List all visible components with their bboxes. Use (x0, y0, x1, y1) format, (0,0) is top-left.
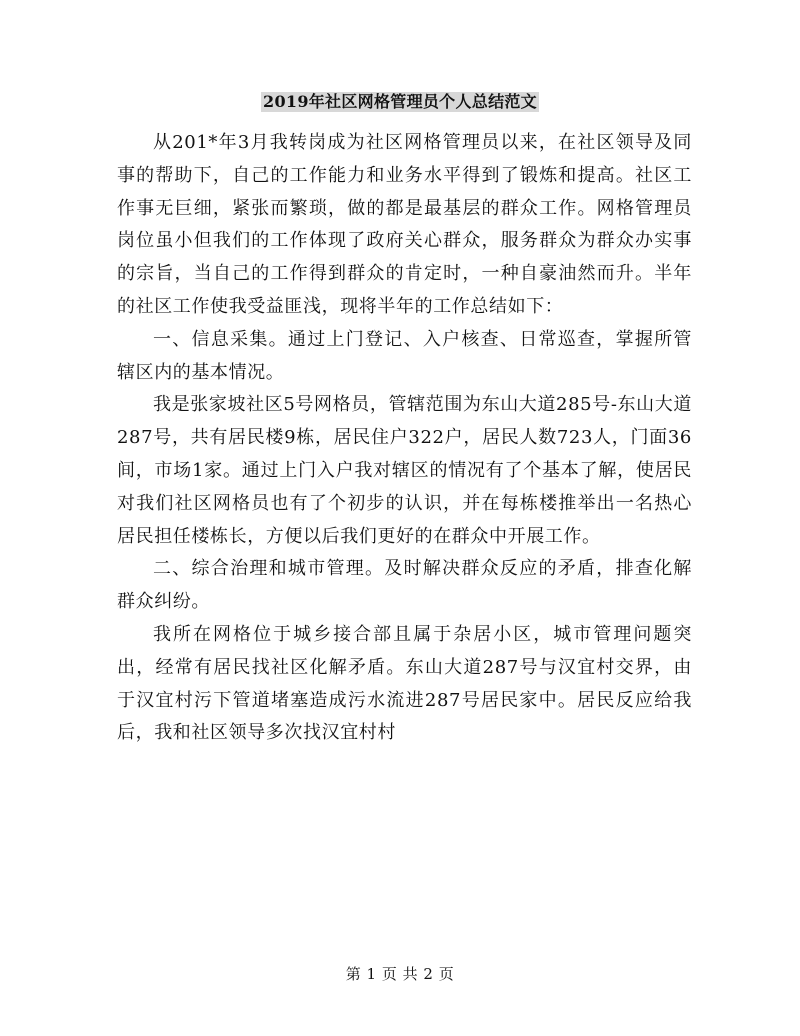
document-title: 2019年社区网格管理员个人总结范文 (263, 92, 537, 111)
paragraph-intro: 从201*年3月我转岗成为社区网格管理员以来，在社区领导及同事的帮助下，自己的工作能力和业务水平得到了锻炼和提高。社区工作事无巨细，紧张而繁琐，做的都是最基层的群众工作。网格管理员岗位虽小但我们的工作体现了政府关心群众，服务群众为群众办实事的宗旨，当自己的工作得到群众的肯定时，一种自豪油然而升。半年的社区工作使我受益匪浅，现将半年的工作总结如下： (117, 132, 692, 317)
paragraph-section-one-heading: 一、信息采集。通过上门登记、入户核查、日常巡查，掌握所管辖区内的基本情况。 (117, 328, 692, 383)
page-number-label: 第 1 页 共 2 页 (345, 965, 455, 983)
paragraph-section-two-heading: 二、综合治理和城市管理。及时解决群众反应的矛盾，排查化解群众纠纷。 (117, 558, 692, 613)
paragraph-section-two-body: 我所在网格位于城乡接合部且属于杂居小区，城市管理问题突出，经常有居民找社区化解矛盾。东山大道287号与汉宜村交界，由于汉宜村污下管道堵塞造成污水流进287号居民家中。居民反应给我后，我和社区领导多次找汉宜村村 (117, 623, 692, 744)
title-container (0, 92, 800, 112)
page-footer (0, 964, 800, 984)
document-body (117, 127, 692, 750)
paragraph-section-one-body: 我是张家坡社区5号网格员，管辖范围为东山大道285号-东山大道287号，共有居民楼9栋，居民住户322户，居民人数723人，门面36间，市场1家。通过上门入户我对辖区的情况有了个基本了解，使居民对我们社区网格员也有了个初步的认识，并在每栋楼推举出一名热心居民担任楼栋长，方便以后我们更好的在群众中开展工作。 (117, 394, 692, 547)
